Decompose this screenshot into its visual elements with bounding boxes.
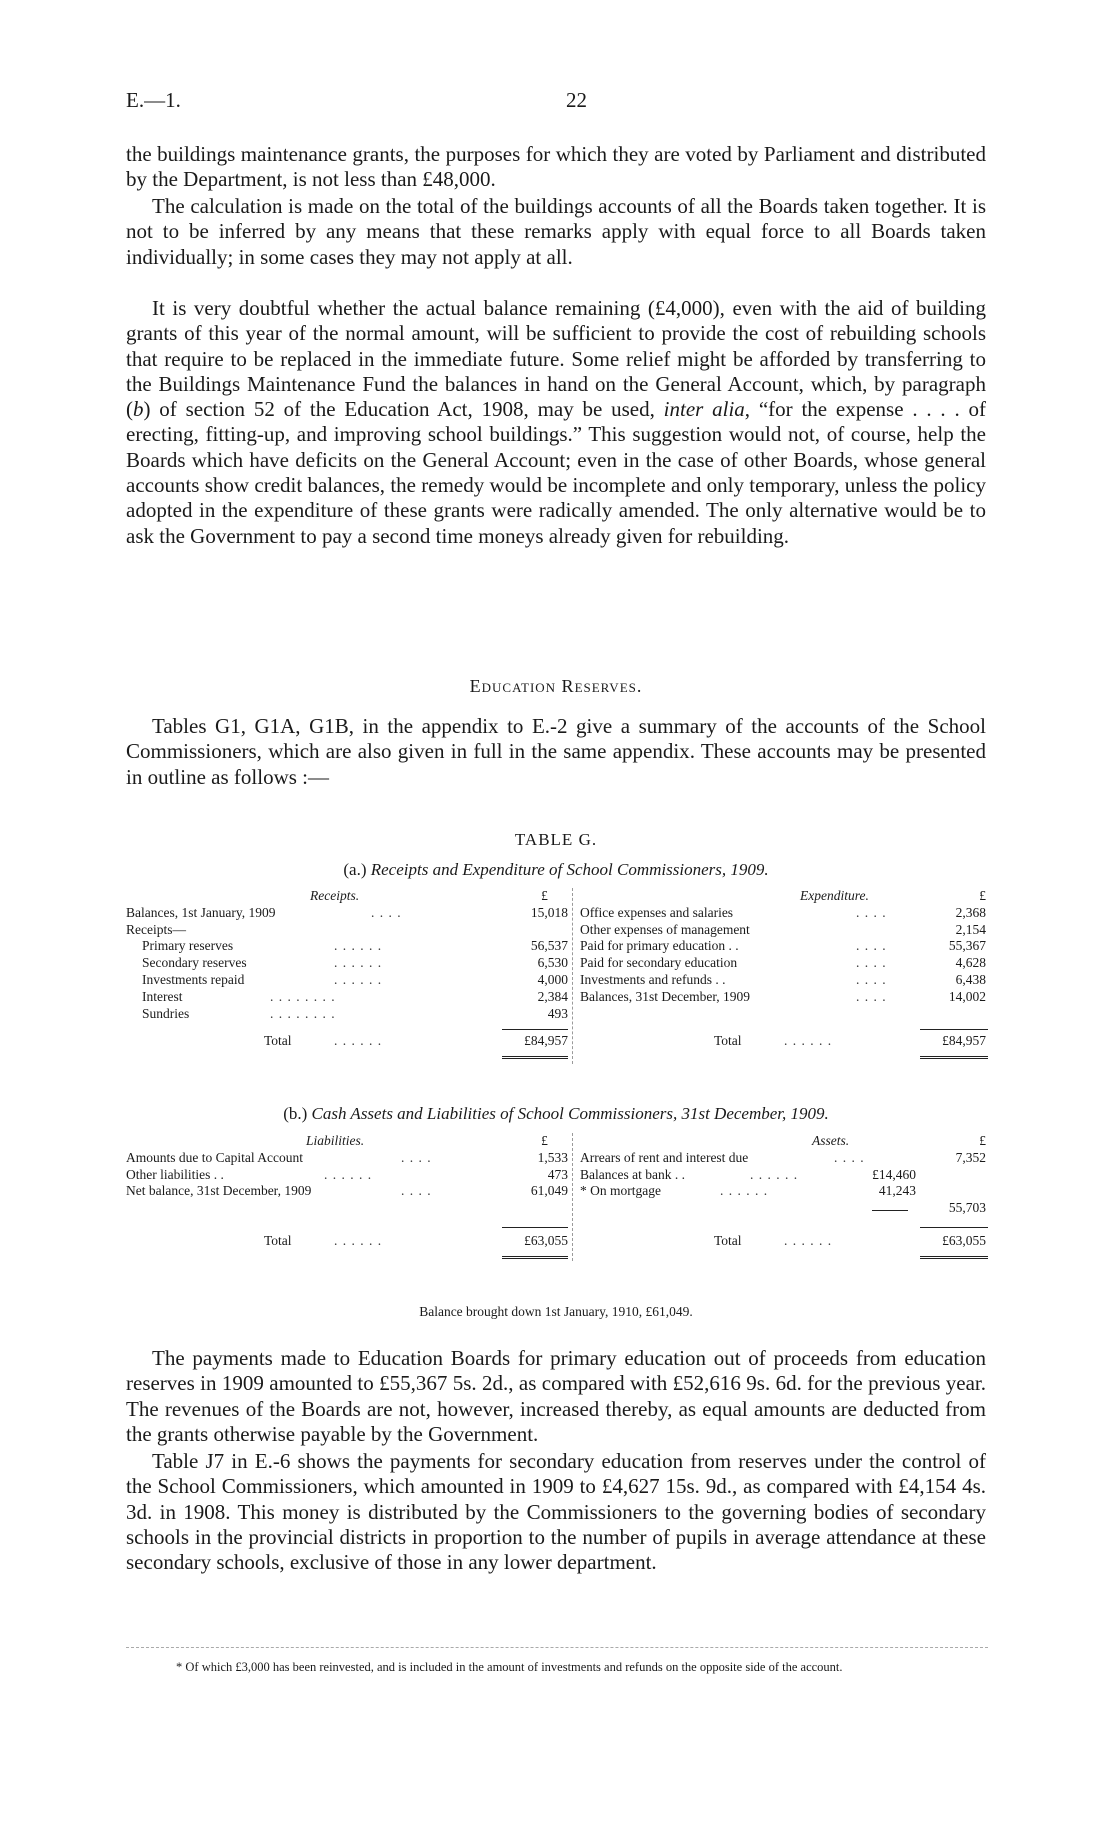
row-label: Investments repaid	[142, 971, 245, 987]
table-b-divider	[572, 1133, 573, 1261]
expenditure-row	[580, 989, 990, 1006]
liabilities-total-row	[126, 1233, 571, 1253]
receipts-currency: £	[541, 888, 548, 903]
leader-dots: . . . .	[401, 1149, 432, 1165]
assets-sum-rule	[920, 1227, 988, 1228]
assets-row	[580, 1167, 990, 1184]
document-code: E.—1.	[126, 88, 181, 112]
row-label: Balances, 31st December, 1909	[580, 988, 751, 1004]
paragraph-calculation: The calculation is made on the total of the buildings accounts of all the Boards taken together. It is not to be inferred by any means that these remarks apply with equal force to all Boards taken individually; in some cases they may not apply at all.	[126, 194, 986, 269]
leader-dots: . . . . . .	[334, 1233, 383, 1248]
table-a-caption	[126, 860, 986, 880]
receipts-total: £84,957	[524, 1033, 568, 1048]
liabilities-row	[126, 1150, 571, 1167]
row-amount: 4,000	[537, 971, 568, 987]
paragraph-primary-payments: The payments made to Education Boards for primary education out of proceeds from education reserves in 1909 amounted to £55,367 5s. 2d., as compared with £52,616 9s. 6d. for the previous year. The revenues of the Boards are not, however, increased thereby, as equal amounts are deducted from the grants otherwise payable by the Government.	[126, 1346, 986, 1446]
leader-dots: . . . . . .	[324, 1166, 373, 1182]
assets-currency: £	[979, 1133, 986, 1148]
paragraph-continuation: the buildings maintenance grants, the purposes for which they are voted by Parliament and distributed by the Department, is not less than £48,000.	[126, 142, 986, 192]
assets-subtotal-rule	[872, 1210, 908, 1211]
table-title: TABLE G.	[514, 830, 598, 849]
paragraph-balance-latin: inter alia	[663, 397, 745, 422]
leader-dots: . . . .	[856, 904, 887, 920]
row-label: Other expenses of management	[580, 921, 750, 937]
table-a-label: (a.)	[343, 860, 367, 879]
row-amount: 6,438	[955, 971, 986, 987]
leader-dots: . . . .	[834, 1149, 865, 1165]
receipts-row	[126, 922, 571, 939]
row-label: Balances, 1st January, 1909	[126, 904, 276, 920]
assets-header: Assets.	[812, 1133, 850, 1148]
table-a-divider	[572, 888, 573, 1064]
expenditure-total-rule	[920, 1056, 988, 1059]
row-label: Primary reserves	[142, 938, 234, 954]
receipts-row	[126, 955, 571, 972]
assets-subtotal: 55,703	[948, 1200, 986, 1216]
row-subamount: £14,460	[872, 1166, 916, 1182]
row-label: Office expenses and salaries	[580, 904, 734, 920]
assets-total-row	[580, 1233, 990, 1253]
receipts-row	[126, 1006, 571, 1023]
row-amount: 56,537	[530, 938, 568, 954]
assets-total-rule	[920, 1256, 988, 1259]
leader-dots: . . . . . .	[784, 1033, 833, 1048]
row-amount: 2,368	[955, 904, 986, 920]
receipts-row	[126, 938, 571, 955]
row-label: Secondary reserves	[142, 955, 247, 971]
paragraph-balance	[126, 296, 986, 549]
table-b-label: (b.)	[283, 1104, 308, 1123]
receipts-header: Receipts.	[310, 888, 360, 903]
receipts-sum-rule	[502, 1029, 568, 1030]
expenditure-row	[580, 972, 990, 989]
leader-dots: . . . . . .	[334, 1033, 383, 1048]
row-label: Sundries	[142, 1005, 190, 1021]
expenditure-row	[580, 938, 990, 955]
leader-dots: . . . .	[856, 938, 887, 954]
balance-note: Balance brought down 1st January, 1910, £61,049.	[419, 1304, 693, 1319]
total-label: Total	[714, 1033, 742, 1048]
footnote-divider	[126, 1647, 988, 1648]
row-amount: 7,352	[955, 1149, 986, 1165]
paragraph-balance-part-2: ) of section 52 of the Education Act, 1908, may be used,	[143, 397, 664, 422]
paragraph-tables-intro: Tables G1, G1A, G1B, in the appendix to E.-2 give a summary of the accounts of the School Commissioners, which are also given in full in the same appendix. These accounts may be presented in outline as follows :—	[126, 714, 986, 789]
liabilities-block	[126, 1133, 571, 1213]
total-label: Total	[714, 1233, 742, 1248]
receipts-row	[126, 905, 571, 922]
assets-block	[580, 1133, 990, 1233]
receipts-row	[126, 989, 571, 1006]
row-amount: 2,384	[537, 988, 568, 1004]
row-amount: 14,002	[948, 988, 986, 1004]
paragraph-secondary-payments: Table J7 in E.-6 shows the payments for secondary education from reserves under the control of the School Commissioners, which amounted in 1909 to £4,627 15s. 9d., as compared with £4,154 4s. 3d. in 1908. This money is distributed by the Commissioners to the governing bodies of secondary schools in the provincial districts in proportion to the number of pupils in average attendance at these secondary schools, exclusive of those in any lower department.	[126, 1449, 986, 1575]
expenditure-total-row	[580, 1033, 990, 1053]
expenditure-row	[580, 922, 990, 939]
row-amount: 61,049	[530, 1183, 568, 1199]
liabilities-header: Liabilities.	[306, 1133, 365, 1148]
liabilities-sum-rule	[502, 1227, 568, 1228]
leader-dots: . . . . . .	[334, 971, 383, 987]
row-amount: 15,018	[530, 904, 568, 920]
liabilities-total: £63,055	[524, 1233, 568, 1248]
leader-dots: . . . . . .	[720, 1183, 769, 1199]
row-label: Investments and refunds . .	[580, 971, 726, 987]
receipts-row	[126, 972, 571, 989]
liabilities-total-rule	[502, 1256, 568, 1259]
row-amount: 6,530	[537, 955, 568, 971]
row-amount: 493	[547, 1005, 568, 1021]
table-b-caption	[126, 1104, 986, 1124]
assets-row	[580, 1183, 990, 1200]
assets-subtotal-row	[580, 1200, 990, 1217]
liabilities-currency: £	[541, 1133, 548, 1148]
leader-dots: . . . . . .	[750, 1166, 799, 1182]
page-header	[126, 88, 988, 118]
row-label: Net balance, 31st December, 1909	[126, 1183, 312, 1199]
expenditure-sum-rule	[920, 1029, 988, 1030]
row-amount: 1,533	[537, 1149, 568, 1165]
leader-dots: . . . .	[856, 988, 887, 1004]
row-amount: 55,367	[948, 938, 986, 954]
leader-dots: . . . .	[856, 955, 887, 971]
liabilities-row	[126, 1167, 571, 1184]
paragraph-balance-part-3: , “for the expense . . . . of erecting, fitting-up, and improving school buildings.” This suggestion would not, of course, help the Boards which have deficits on the General Account; even in the case of other Boards, whose general accounts show credit balances, the remedy would be incomplete and only temporary, unless the policy adopted in the expenditure of these grants were radically amended. The only alternative would be to ask the Government to pay a second time moneys already given for rebuilding.	[126, 397, 986, 548]
row-amount: 473	[547, 1166, 568, 1182]
paragraph-balance-letter: b	[133, 397, 144, 422]
assets-row	[580, 1150, 990, 1167]
leader-dots: . . . . . .	[334, 938, 383, 954]
row-label: * On mortgage	[580, 1183, 661, 1199]
row-subamount: 41,243	[878, 1183, 916, 1199]
leader-dots: . . . .	[856, 971, 887, 987]
row-label: Interest	[142, 988, 183, 1004]
leader-dots: . . . . . .	[784, 1233, 833, 1248]
row-label: Other liabilities . .	[126, 1166, 224, 1182]
expenditure-header: Expenditure.	[800, 888, 869, 903]
row-label: Receipts—	[126, 921, 186, 937]
table-a-caption-text: Receipts and Expenditure of School Commissioners, 1909.	[370, 860, 769, 879]
page-number: 22	[566, 88, 587, 112]
row-label: Balances at bank . .	[580, 1166, 685, 1182]
row-amount: 4,628	[955, 955, 986, 971]
leader-dots: . . . . . . . .	[270, 988, 336, 1004]
receipts-total-row	[126, 1033, 571, 1053]
liabilities-row	[126, 1183, 571, 1200]
assets-total: £63,055	[942, 1233, 986, 1248]
paragraph-balance-part-1: It is very doubtful whether the actual balance remaining (£4,000), even with the aid of building grants of this year of the normal amount, will be sufficient to provide the cost of rebuilding schools that require to be replaced in the immediate future. Some relief might be afforded by transferring to the Buildings Maintenance Fund the balances in hand on the General Account, which, by paragraph (	[126, 296, 986, 422]
expenditure-row	[580, 955, 990, 972]
leader-dots: . . . . . . . .	[270, 1005, 336, 1021]
row-amount: 2,154	[955, 921, 986, 937]
total-label: Total	[264, 1233, 292, 1248]
row-label: Paid for secondary education	[580, 955, 738, 971]
leader-dots: . . . .	[401, 1183, 432, 1199]
row-label: Paid for primary education . .	[580, 938, 739, 954]
total-label: Total	[264, 1033, 292, 1048]
receipts-total-rule	[502, 1056, 568, 1059]
footnote: * Of which £3,000 has been reinvested, and is included in the amount of investments and refunds on the opposite side of the account.	[176, 1660, 843, 1674]
leader-dots: . . . . . .	[334, 955, 383, 971]
expenditure-block	[580, 888, 990, 1028]
row-label: Arrears of rent and interest due	[580, 1149, 749, 1165]
leader-dots: . . . .	[371, 904, 402, 920]
expenditure-total: £84,957	[942, 1033, 986, 1048]
expenditure-row	[580, 905, 990, 922]
table-b-caption-text: Cash Assets and Liabilities of School Commissioners, 31st December, 1909.	[311, 1104, 829, 1123]
row-label: Amounts due to Capital Account	[126, 1149, 303, 1165]
section-heading: Education Reserves.	[469, 676, 643, 696]
expenditure-currency: £	[979, 888, 986, 903]
